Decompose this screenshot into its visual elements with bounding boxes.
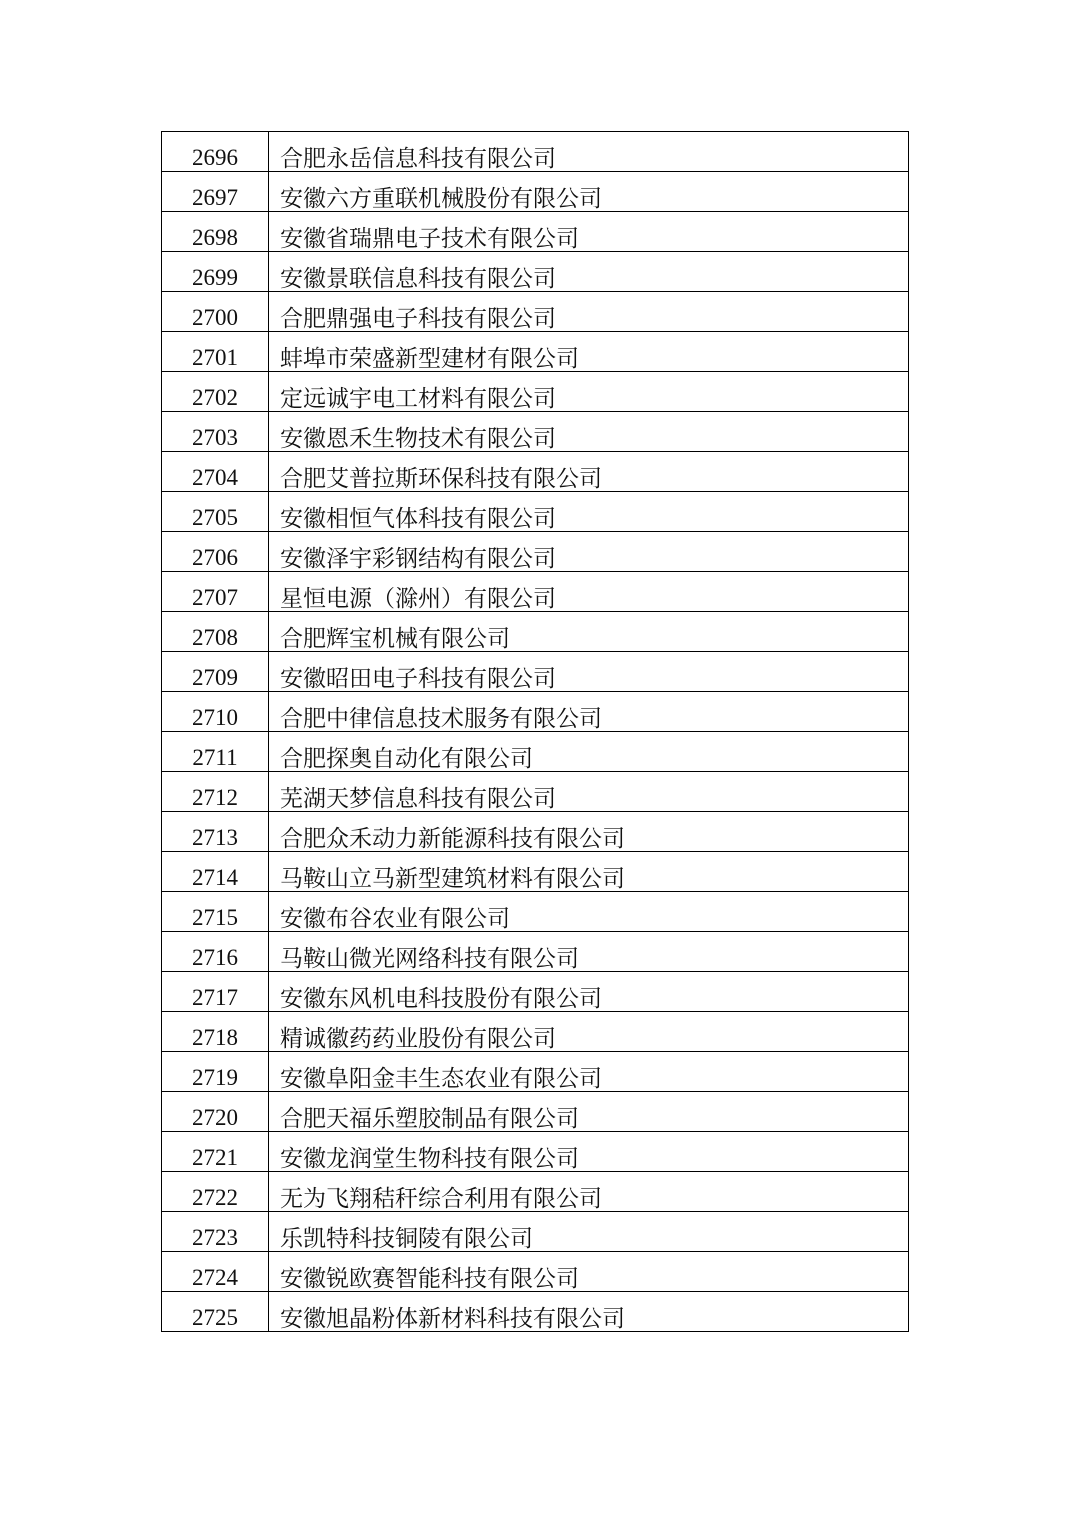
table-row <box>162 172 909 212</box>
table-row <box>162 412 909 452</box>
table-row <box>162 932 909 972</box>
company-name: 合肥辉宝机械有限公司 <box>269 612 909 652</box>
company-name: 星恒电源（滁州）有限公司 <box>269 572 909 612</box>
table-row <box>162 212 909 252</box>
company-name: 安徽锐欧赛智能科技有限公司 <box>269 1252 909 1292</box>
row-number: 2724 <box>162 1252 269 1292</box>
row-number: 2711 <box>162 732 269 772</box>
table-row <box>162 1252 909 1292</box>
table-row <box>162 292 909 332</box>
table-row <box>162 332 909 372</box>
table-row <box>162 1012 909 1052</box>
row-number: 2713 <box>162 812 269 852</box>
company-name: 安徽景联信息科技有限公司 <box>269 252 909 292</box>
row-number: 2708 <box>162 612 269 652</box>
row-number: 2722 <box>162 1172 269 1212</box>
company-name: 合肥鼎强电子科技有限公司 <box>269 292 909 332</box>
company-name: 蚌埠市荣盛新型建材有限公司 <box>269 332 909 372</box>
row-number: 2700 <box>162 292 269 332</box>
row-number: 2704 <box>162 452 269 492</box>
table-row <box>162 1092 909 1132</box>
row-number: 2701 <box>162 332 269 372</box>
company-name: 马鞍山微光网络科技有限公司 <box>269 932 909 972</box>
company-list-table <box>161 131 909 1332</box>
table-row <box>162 972 909 1012</box>
company-name: 安徽阜阳金丰生态农业有限公司 <box>269 1052 909 1092</box>
table-row <box>162 492 909 532</box>
table-row <box>162 1212 909 1252</box>
company-name: 安徽恩禾生物技术有限公司 <box>269 412 909 452</box>
company-name: 安徽六方重联机械股份有限公司 <box>269 172 909 212</box>
table-row <box>162 1052 909 1092</box>
company-name: 安徽泽宇彩钢结构有限公司 <box>269 532 909 572</box>
row-number: 2703 <box>162 412 269 452</box>
company-name: 合肥中律信息技术服务有限公司 <box>269 692 909 732</box>
table-row <box>162 852 909 892</box>
table-row <box>162 1292 909 1332</box>
table-row <box>162 892 909 932</box>
company-name: 芜湖天梦信息科技有限公司 <box>269 772 909 812</box>
table-row <box>162 652 909 692</box>
company-name: 安徽旭晶粉体新材料科技有限公司 <box>269 1292 909 1332</box>
table-row <box>162 532 909 572</box>
company-name: 安徽相恒气体科技有限公司 <box>269 492 909 532</box>
row-number: 2712 <box>162 772 269 812</box>
company-name: 安徽昭田电子科技有限公司 <box>269 652 909 692</box>
row-number: 2702 <box>162 372 269 412</box>
table-row <box>162 772 909 812</box>
row-number: 2723 <box>162 1212 269 1252</box>
table-row <box>162 1172 909 1212</box>
row-number: 2696 <box>162 132 269 172</box>
company-name: 安徽省瑞鼎电子技术有限公司 <box>269 212 909 252</box>
table-row <box>162 1132 909 1172</box>
row-number: 2697 <box>162 172 269 212</box>
row-number: 2719 <box>162 1052 269 1092</box>
company-name: 安徽龙润堂生物科技有限公司 <box>269 1132 909 1172</box>
table-row <box>162 572 909 612</box>
row-number: 2717 <box>162 972 269 1012</box>
company-name: 定远诚宇电工材料有限公司 <box>269 372 909 412</box>
row-number: 2706 <box>162 532 269 572</box>
table-row <box>162 732 909 772</box>
row-number: 2715 <box>162 892 269 932</box>
company-name: 安徽布谷农业有限公司 <box>269 892 909 932</box>
company-name: 精诚徽药药业股份有限公司 <box>269 1012 909 1052</box>
table-row <box>162 132 909 172</box>
company-name: 安徽东风机电科技股份有限公司 <box>269 972 909 1012</box>
row-number: 2714 <box>162 852 269 892</box>
company-name: 无为飞翔秸秆综合利用有限公司 <box>269 1172 909 1212</box>
row-number: 2707 <box>162 572 269 612</box>
row-number: 2705 <box>162 492 269 532</box>
row-number: 2699 <box>162 252 269 292</box>
table-row <box>162 372 909 412</box>
row-number: 2720 <box>162 1092 269 1132</box>
company-name: 合肥天福乐塑胶制品有限公司 <box>269 1092 909 1132</box>
table-body <box>162 132 909 1332</box>
row-number: 2721 <box>162 1132 269 1172</box>
row-number: 2698 <box>162 212 269 252</box>
table-row <box>162 612 909 652</box>
row-number: 2718 <box>162 1012 269 1052</box>
row-number: 2716 <box>162 932 269 972</box>
row-number: 2725 <box>162 1292 269 1332</box>
company-name: 合肥探奥自动化有限公司 <box>269 732 909 772</box>
table-row <box>162 692 909 732</box>
table-row <box>162 812 909 852</box>
row-number: 2710 <box>162 692 269 732</box>
company-name: 乐凯特科技铜陵有限公司 <box>269 1212 909 1252</box>
company-name: 合肥艾普拉斯环保科技有限公司 <box>269 452 909 492</box>
company-name: 合肥众禾动力新能源科技有限公司 <box>269 812 909 852</box>
table-row <box>162 252 909 292</box>
table-row <box>162 452 909 492</box>
company-name: 马鞍山立马新型建筑材料有限公司 <box>269 852 909 892</box>
row-number: 2709 <box>162 652 269 692</box>
company-name: 合肥永岳信息科技有限公司 <box>269 132 909 172</box>
